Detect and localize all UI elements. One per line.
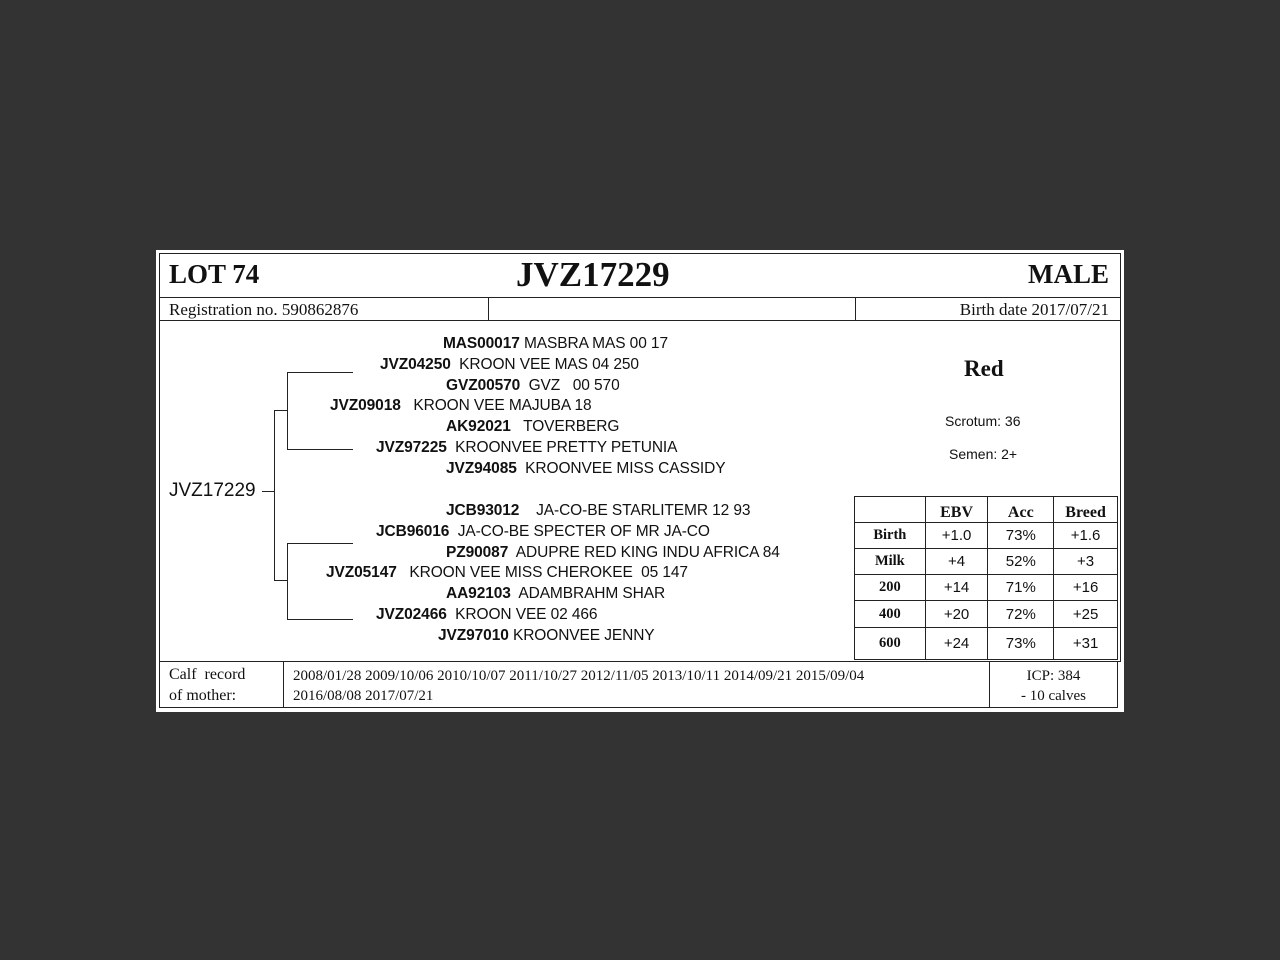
acc-value: 52% bbox=[988, 549, 1054, 575]
calves-count: - 10 calves bbox=[1021, 688, 1086, 704]
calf-record-label-line: Calf record bbox=[169, 666, 246, 683]
ebv-table bbox=[854, 496, 1118, 660]
ebv-row-label: Birth bbox=[855, 523, 926, 549]
pedigree-line bbox=[287, 619, 353, 620]
ebv-row-label: 200 bbox=[855, 575, 926, 601]
pedigree-line bbox=[287, 449, 353, 450]
semen-trait: Semen: 2+ bbox=[949, 446, 1018, 462]
middle-cell bbox=[488, 297, 856, 321]
acc-value: 73% bbox=[988, 628, 1054, 660]
pedigree-entry: JVZ04250 KROON VEE MAS 04 250 bbox=[380, 356, 639, 373]
pedigree-entry: JVZ09018 KROON VEE MAJUBA 18 bbox=[330, 397, 592, 414]
pedigree-entry: JVZ05147 KROON VEE MISS CHEROKEE 05 147 bbox=[326, 564, 688, 581]
pedigree-line bbox=[287, 543, 353, 544]
breed-value: +16 bbox=[1054, 575, 1118, 601]
calf-record-dates-line: 2008/01/28 2009/10/06 2010/10/07 2011/10/27 2012/11/05 2013/10/11 2014/09/21 2015/09/04 bbox=[293, 668, 865, 684]
pedigree-entry: JVZ97225 KROONVEE PRETTY PETUNIA bbox=[376, 439, 678, 456]
pedigree-entry: AK92021 TOVERBERG bbox=[446, 418, 620, 435]
calf-record-dates-line: 2016/08/08 2017/07/21 bbox=[293, 688, 434, 704]
acc-value: 73% bbox=[988, 523, 1054, 549]
calf-record-label-line: of mother: bbox=[169, 687, 237, 704]
calf-record-label bbox=[169, 664, 245, 706]
pedigree-line bbox=[287, 543, 288, 620]
ebv-header: EBV bbox=[925, 497, 988, 523]
icp-value: ICP: 384 bbox=[1026, 668, 1081, 684]
ebv-value: +24 bbox=[925, 628, 988, 660]
pedigree-entry: JVZ94085 KROONVEE MISS CASSIDY bbox=[446, 460, 726, 477]
pedigree-entry: JCB93012 JA-CO-BE STARLITEMR 12 93 bbox=[446, 502, 751, 519]
calf-record-dates bbox=[293, 666, 864, 706]
breed-value: +1.6 bbox=[1054, 523, 1118, 549]
breed-value: +31 bbox=[1054, 628, 1118, 660]
animal-id-title: JVZ17229 bbox=[516, 255, 670, 294]
pedigree-line bbox=[274, 580, 288, 581]
pedigree-line bbox=[274, 410, 275, 581]
ebv-row bbox=[855, 601, 1118, 628]
pedigree-entry: JVZ97010 KROONVEE JENNY bbox=[438, 627, 655, 644]
pedigree-line bbox=[287, 372, 288, 450]
ebv-row-label: 600 bbox=[855, 628, 926, 660]
breed-header: Breed bbox=[1054, 497, 1118, 523]
animal-id: JVZ17229 bbox=[169, 480, 256, 501]
ebv-row bbox=[855, 523, 1118, 549]
color-trait: Red bbox=[964, 356, 1004, 381]
ebv-row bbox=[855, 628, 1118, 660]
pedigree-entry: JCB96016 JA-CO-BE SPECTER OF MR JA-CO bbox=[376, 523, 710, 540]
sex-label: MALE bbox=[1028, 259, 1109, 289]
acc-value: 71% bbox=[988, 575, 1054, 601]
ebv-row-label: 400 bbox=[855, 601, 926, 628]
lot-card bbox=[156, 250, 1124, 712]
acc-header: Acc bbox=[988, 497, 1054, 523]
breed-value: +25 bbox=[1054, 601, 1118, 628]
ebv-value: +4 bbox=[925, 549, 988, 575]
pedigree-line bbox=[287, 372, 353, 373]
lot-number: LOT 74 bbox=[169, 259, 260, 289]
ebv-row bbox=[855, 575, 1118, 601]
ebv-value: +20 bbox=[925, 601, 988, 628]
registration-number: Registration no. 590862876 bbox=[169, 300, 359, 319]
ebv-corner bbox=[855, 497, 926, 523]
acc-value: 72% bbox=[988, 601, 1054, 628]
pedigree-line bbox=[274, 410, 288, 411]
ebv-row bbox=[855, 549, 1118, 575]
pedigree-entry: MAS00017 MASBRA MAS 00 17 bbox=[443, 335, 668, 352]
breed-value: +3 bbox=[1054, 549, 1118, 575]
ebv-row-label: Milk bbox=[855, 549, 926, 575]
icp-summary bbox=[990, 666, 1117, 706]
ebv-value: +1.0 bbox=[925, 523, 988, 549]
birth-date: Birth date 2017/07/21 bbox=[959, 300, 1109, 319]
ebv-value: +14 bbox=[925, 575, 988, 601]
pedigree-line bbox=[262, 491, 274, 492]
scrotum-trait: Scrotum: 36 bbox=[945, 413, 1021, 429]
pedigree-entry: AA92103 ADAMBRAHM SHAR bbox=[446, 585, 666, 602]
pedigree-entry: PZ90087 ADUPRE RED KING INDU AFRICA 84 bbox=[446, 544, 780, 561]
pedigree-entry: GVZ00570 GVZ 00 570 bbox=[446, 377, 620, 394]
pedigree-entry: JVZ02466 KROON VEE 02 466 bbox=[376, 606, 598, 623]
